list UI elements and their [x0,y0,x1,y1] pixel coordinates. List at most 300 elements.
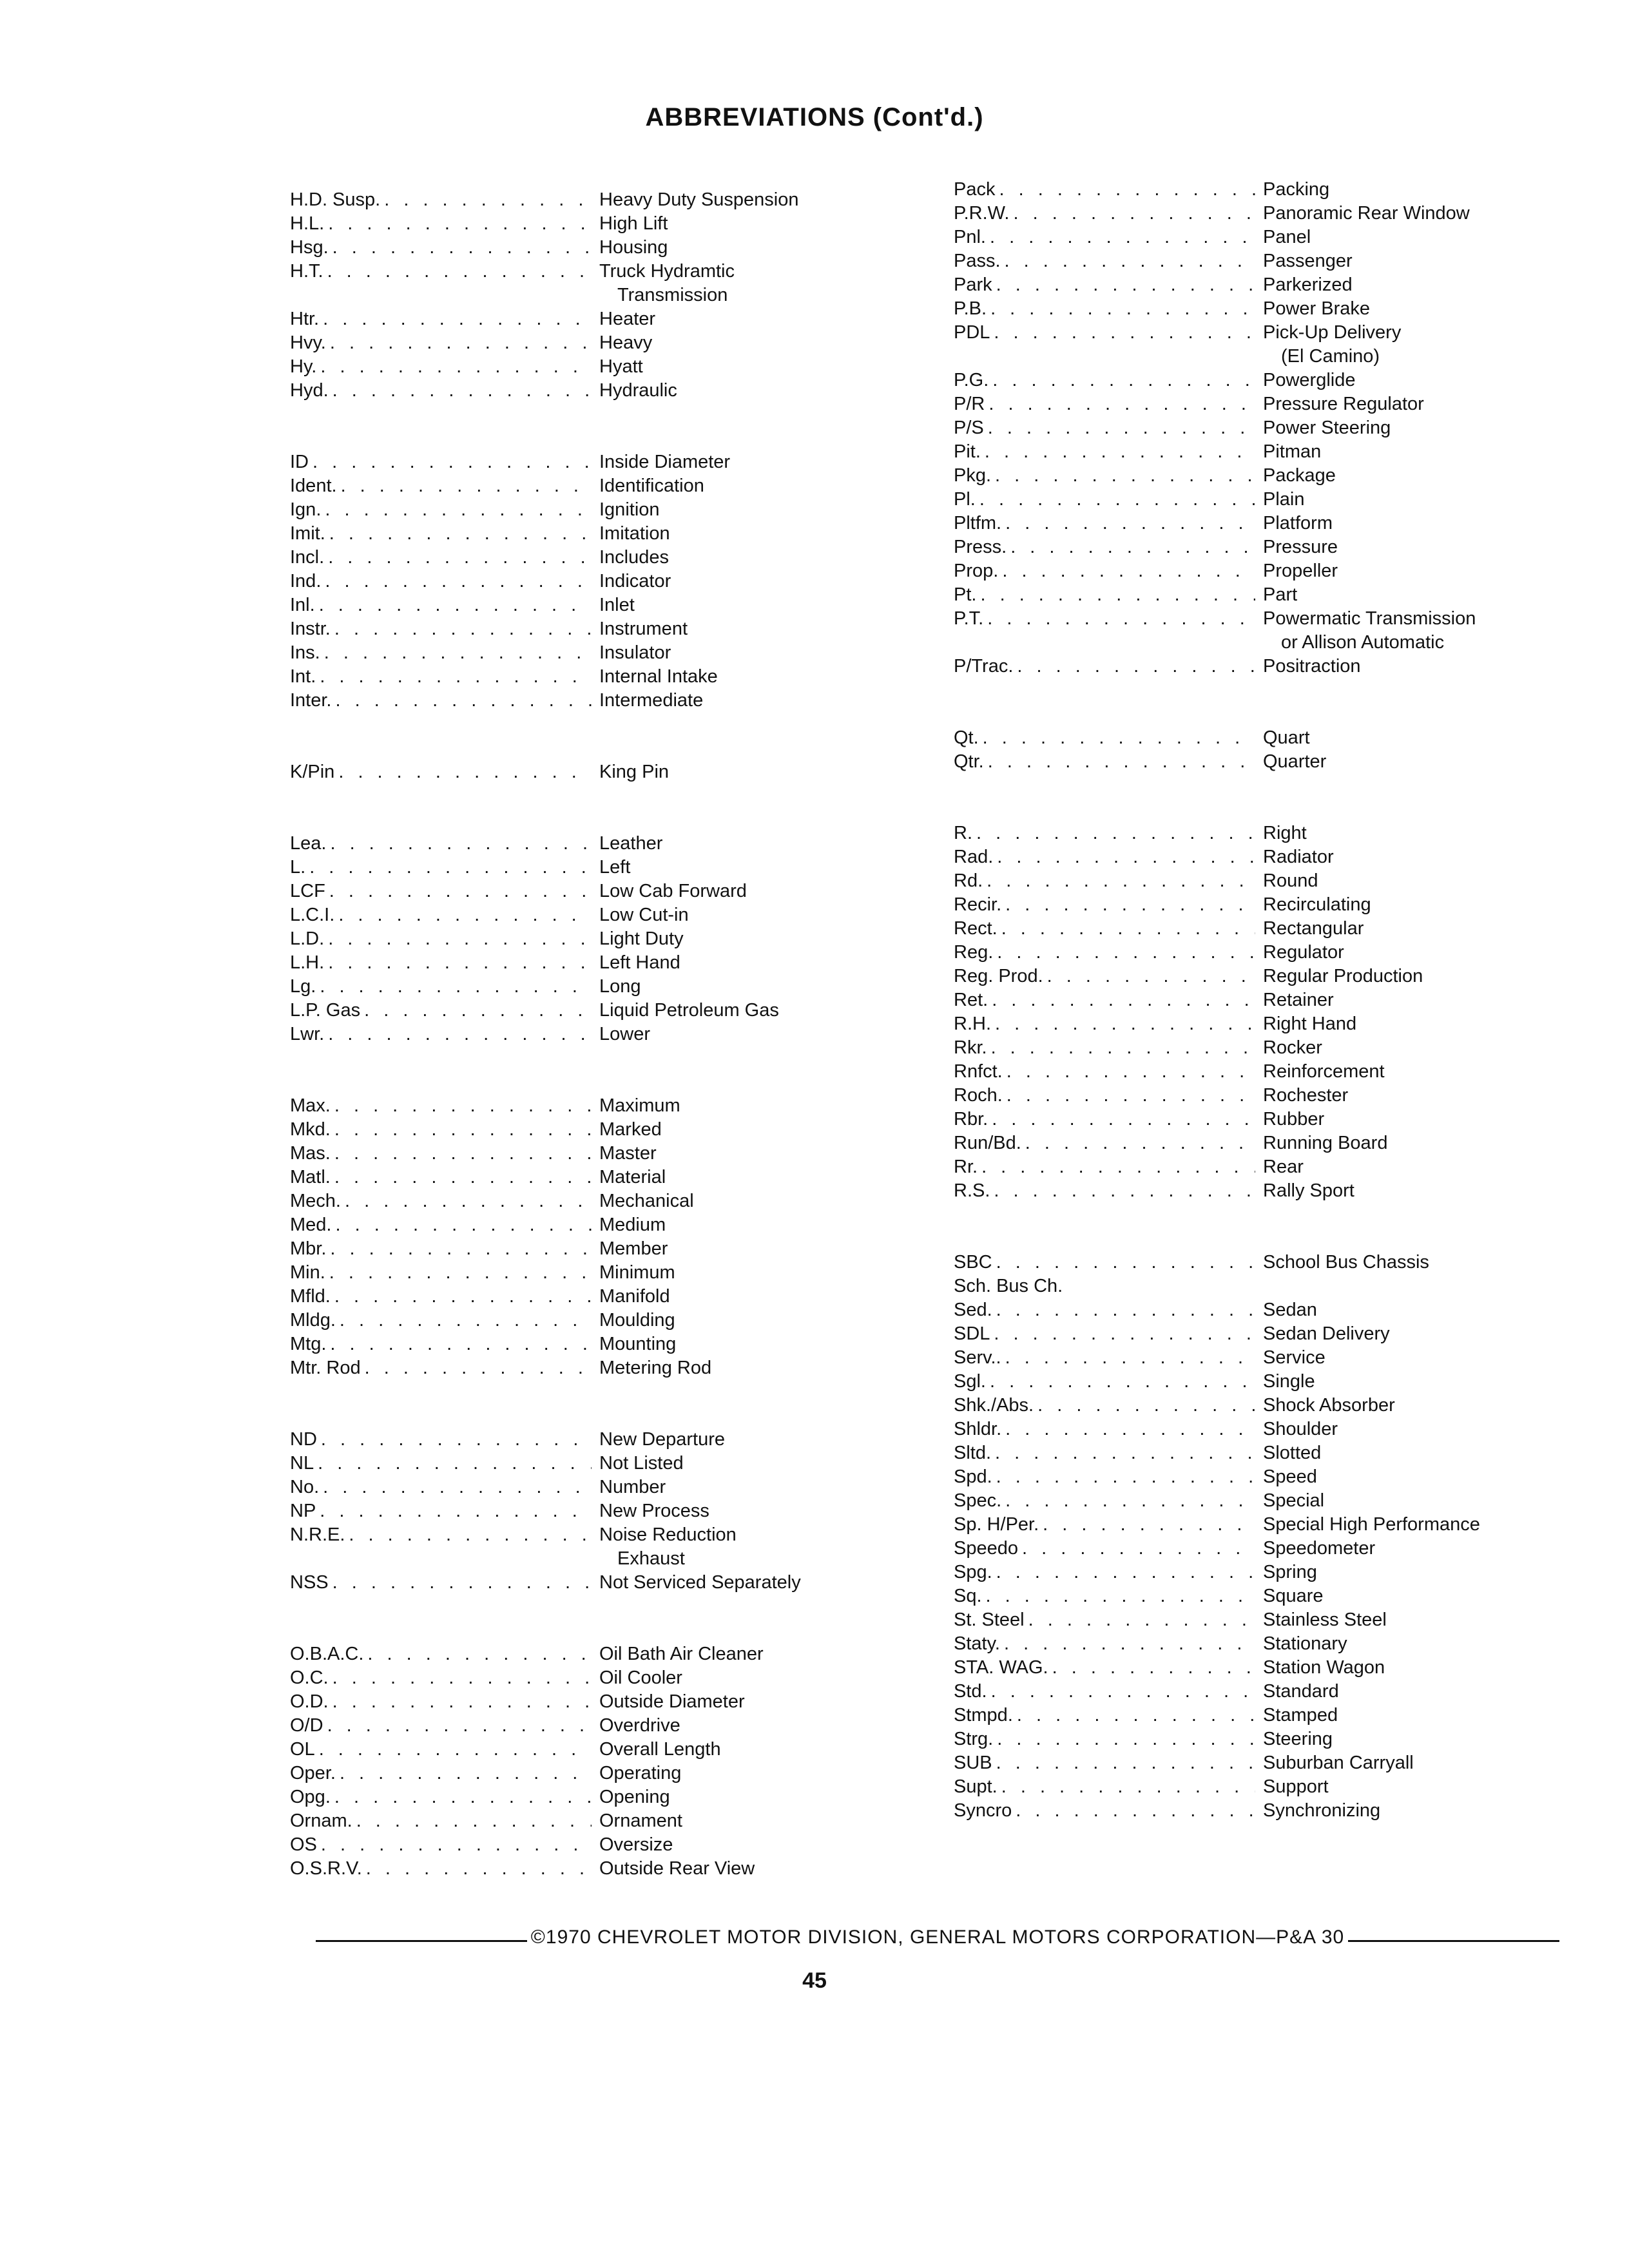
dot-leader [1001,1346,1255,1370]
abbreviation-meaning [592,1499,909,1523]
dot-leader [362,1857,592,1881]
meaning-line: Retainer [1263,990,1334,1010]
abbreviation-entry [290,927,909,951]
meaning-line: Opening [599,1787,670,1807]
meaning-line: Overall Length [599,1739,721,1760]
meaning-line: Power Brake [1263,298,1371,319]
abbreviation-text: P/Trac. [954,656,1014,677]
abbreviation-term [290,1833,592,1857]
abbreviation-group [290,1428,909,1595]
meaning-line: Ornament [599,1811,682,1831]
abbreviation-term [954,988,1255,1012]
meaning-line: Imitation [599,523,670,544]
abbreviation-meaning [592,760,909,784]
dot-leader [1001,249,1255,273]
abbreviation-term [290,689,592,713]
abbreviation-text: P.G. [954,370,989,390]
abbreviation-text: Prop. [954,561,999,581]
abbreviation-meaning [592,212,909,236]
meaning-line: High Lift [599,213,668,234]
abbreviation-meaning [592,1309,909,1332]
abbreviation-meaning [592,1094,909,1118]
meaning-line: Shoulder [1263,1419,1338,1439]
abbreviation-meaning [1255,1155,1572,1179]
meaning-line: Shock Absorber [1263,1395,1395,1416]
meaning-line: Low Cab Forward [599,881,747,901]
abbreviation-meaning [592,331,909,355]
abbreviation-meaning [1255,1298,1572,1322]
abbreviation-entry [954,655,1572,678]
meaning-line: Internal Intake [599,666,718,687]
meaning-line: Master [599,1143,657,1164]
abbreviation-meaning [592,927,909,951]
meaning-line: Pitman [1263,441,1322,462]
abbreviation-entry [290,1452,909,1475]
abbreviation-meaning [592,999,909,1023]
abbreviation-meaning [1255,297,1572,321]
dot-leader [1010,202,1256,226]
abbreviation-term [290,1213,592,1237]
meaning-line: Inside Diameter [599,452,731,472]
dot-leader [329,236,592,260]
abbreviation-entry [954,1274,1572,1298]
dot-leader [993,845,1255,869]
abbreviation-text: LCF [290,881,325,901]
abbreviation-meaning [1255,226,1572,249]
abbreviation-text: Int. [290,666,316,687]
abbreviation-entry [290,1666,909,1690]
abbreviation-text: Ornam. [290,1811,352,1831]
dot-leader [992,1561,1255,1584]
abbreviation-term [954,1370,1255,1394]
dot-leader [1001,893,1255,917]
abbreviation-entry [290,1213,909,1237]
abbreviation-entry [290,975,909,999]
abbreviation-entry [290,1237,909,1261]
abbreviation-text: Pt. [954,584,977,605]
abbreviation-entry [290,522,909,546]
abbreviation-meaning [592,522,909,546]
abbreviation-term [954,1561,1255,1584]
abbreviation-meaning [592,1166,909,1189]
abbreviation-term [954,893,1255,917]
abbreviation-text: Sq. [954,1586,982,1606]
abbreviation-text: Rbr. [954,1109,988,1129]
dot-leader [1025,1608,1255,1632]
dot-leader [972,822,1255,845]
abbreviation-text: K/Pin [290,762,335,782]
dot-leader [978,1155,1255,1179]
meaning-line: Rally Sport [1263,1180,1354,1201]
meaning-line: Quart [1263,727,1310,748]
abbreviation-term [290,1571,592,1595]
abbreviation-meaning [1255,1179,1572,1203]
abbreviation-entry [954,726,1572,750]
dot-leader [319,307,592,331]
meaning-line: Positraction [1263,656,1361,677]
abbreviation-term [954,726,1255,750]
footer [316,1927,1559,1948]
abbreviation-text: Rd. [954,870,983,891]
abbreviation-meaning [592,355,909,379]
meaning-line: Ignition [599,499,660,520]
dot-leader [982,1584,1255,1608]
abbreviation-meaning [592,450,909,474]
dot-leader [987,1036,1255,1060]
dot-leader [1048,1656,1255,1680]
abbreviation-entry [954,464,1572,488]
abbreviation-entry [954,512,1572,535]
abbreviation-term [954,583,1255,607]
abbreviation-text: O/D [290,1715,323,1736]
abbreviation-entry [290,760,909,784]
abbreviation-meaning [592,1785,909,1809]
dot-leader [986,226,1255,249]
meaning-line: Leather [599,833,663,854]
abbreviation-term [290,641,592,665]
meaning-line: Single [1263,1371,1315,1392]
dot-leader [992,1298,1255,1322]
abbreviation-entry [290,236,909,260]
abbreviation-term [290,1809,592,1833]
abbreviation-meaning [1255,488,1572,512]
meaning-line: Powermatic Transmission [1263,608,1476,629]
dot-leader [314,1452,592,1475]
abbreviation-entry [954,1322,1572,1346]
abbreviation-meaning [592,1642,909,1666]
abbreviation-meaning [1255,369,1572,392]
abbreviation-entry [954,845,1572,869]
abbreviation-entry [954,1179,1572,1203]
abbreviation-term [954,1537,1255,1561]
abbreviation-text: Recir. [954,894,1002,915]
meaning-line: Low Cut-in [599,905,689,925]
abbreviation-meaning [1255,1704,1572,1727]
abbreviation-meaning [1255,941,1572,965]
abbreviation-entry [954,1561,1572,1584]
abbreviation-entry [954,893,1572,917]
abbreviation-text: Instr. [290,619,331,639]
abbreviation-text: Shldr. [954,1419,1002,1439]
dot-leader [998,559,1255,583]
abbreviation-meaning [1255,1489,1572,1513]
abbreviation-term [954,1704,1255,1727]
abbreviation-meaning [1255,1727,1572,1751]
abbreviation-term [290,1309,592,1332]
dot-leader [324,212,592,236]
abbreviation-group [954,178,1572,678]
abbreviation-meaning [592,307,909,331]
dot-leader [326,1237,592,1261]
meaning-line: Spring [1263,1562,1317,1582]
meaning-line: Sedan Delivery [1263,1323,1390,1344]
dot-leader [991,1441,1255,1465]
abbreviation-text: Run/Bd. [954,1133,1021,1153]
abbreviation-entry [290,1785,909,1809]
abbreviation-text: SBC [954,1252,992,1273]
dot-leader [992,1251,1255,1274]
abbreviation-term [954,845,1255,869]
abbreviation-text: Sed. [954,1300,992,1320]
abbreviation-group [290,188,909,403]
abbreviation-term [954,1775,1255,1799]
abbreviation-term [290,1118,592,1142]
abbreviation-meaning [592,689,909,713]
abbreviation-text: R.H. [954,1014,991,1034]
abbreviation-entry [954,369,1572,392]
meaning-line: Hyatt [599,356,643,377]
abbreviation-term [290,760,592,784]
abbreviation-term [954,1656,1255,1680]
dot-leader [1003,1060,1255,1084]
abbreviation-text: Hy. [290,356,317,377]
abbreviation-entry [954,249,1572,273]
abbreviation-meaning [592,379,909,403]
dot-leader [985,392,1255,416]
abbreviation-term [954,440,1255,464]
meaning-line: Mechanical [599,1191,694,1211]
abbreviation-meaning [592,546,909,570]
meaning-line: Inlet [599,595,635,615]
meaning-line: Minimum [599,1262,675,1283]
abbreviation-entry [290,1142,909,1166]
abbreviation-meaning [1255,249,1572,273]
abbreviation-text: Strg. [954,1729,994,1749]
abbreviation-term [954,512,1255,535]
abbreviation-entry [954,488,1572,512]
abbreviation-meaning [592,188,909,212]
abbreviation-entry [954,321,1572,369]
dot-leader [993,1727,1255,1751]
dot-leader [360,999,592,1023]
abbreviation-term [954,1727,1255,1751]
abbreviation-text: Lea. [290,833,327,854]
abbreviation-entry [954,178,1572,202]
dot-leader [326,1332,592,1356]
abbreviation-meaning [592,570,909,593]
abbreviation-text: Inl. [290,595,315,615]
abbreviation-term [954,559,1255,583]
dot-leader [331,1118,592,1142]
abbreviation-meaning [592,1833,909,1857]
meaning-line: Left [599,857,631,878]
abbreviation-entry [290,188,909,212]
abbreviation-text: H.D. Susp. [290,189,381,210]
abbreviation-text: OS [290,1834,317,1855]
abbreviation-term [954,655,1255,678]
abbreviation-term [954,1155,1255,1179]
meaning-line: Support [1263,1776,1329,1797]
meaning-line: Liquid Petroleum Gas [599,1000,779,1021]
abbreviation-meaning [592,951,909,975]
abbreviation-term [290,1738,592,1762]
abbreviation-term [290,879,592,903]
abbreviation-term [290,1023,592,1046]
dot-leader [992,273,1255,297]
abbreviation-text: O.D. [290,1691,329,1712]
abbreviation-text: P.T. [954,608,984,629]
meaning-line: New Process [599,1501,709,1521]
abbreviation-text: Lg. [290,976,316,997]
abbreviation-meaning [592,1666,909,1690]
meaning-line: (El Camino) [1281,346,1380,367]
abbreviation-entry [954,822,1572,845]
abbreviation-meaning [592,1523,909,1571]
abbreviation-text: Spg. [954,1562,992,1582]
abbreviation-text: Park [954,274,992,295]
abbreviation-entry [290,1523,909,1571]
abbreviation-meaning [1255,845,1572,869]
abbreviation-meaning [1255,1012,1572,1036]
abbreviation-entry [290,498,909,522]
meaning-line: Identification [599,476,704,496]
abbreviation-meaning [1255,869,1572,893]
abbreviation-text: Spec. [954,1490,1002,1511]
abbreviation-entry [290,1690,909,1714]
abbreviation-entry [290,570,909,593]
abbreviation-term [954,321,1255,345]
meaning-line: Medium [599,1215,666,1235]
abbreviation-meaning [592,617,909,641]
abbreviation-text: Matl. [290,1167,331,1187]
abbreviation-entry [954,583,1572,607]
dot-leader [331,1785,592,1809]
abbreviation-group [290,760,909,784]
abbreviation-text: ND [290,1429,317,1450]
abbreviation-meaning [1255,750,1572,774]
abbreviation-term [954,1108,1255,1131]
right-column [954,178,1572,1870]
meaning-line: Noise Reduction [599,1524,737,1545]
dot-leader [331,617,592,641]
dot-leader [317,1428,592,1452]
dot-leader [1001,1418,1255,1441]
abbreviation-entry [954,1799,1572,1823]
abbreviation-text: NL [290,1453,314,1474]
abbreviation-term [290,1714,592,1738]
meaning-line: Power Steering [1263,418,1391,438]
abbreviation-entry [954,416,1572,440]
abbreviation-entry [290,1094,909,1118]
abbreviation-text: L.C.I. [290,905,335,925]
abbreviation-text: Sltd. [954,1443,992,1463]
abbreviation-meaning [592,1023,909,1046]
abbreviation-entry [290,593,909,617]
dot-leader [990,1322,1255,1346]
dot-leader [992,1751,1255,1775]
abbreviation-text: Pack [954,179,996,200]
abbreviation-entry [290,450,909,474]
dot-leader [319,1475,592,1499]
meaning-line: Long [599,976,641,997]
abbreviation-term [954,249,1255,273]
meaning-line: Slotted [1263,1443,1322,1463]
dot-leader [988,988,1255,1012]
meaning-line: Platform [1263,513,1333,533]
abbreviation-entry [290,1762,909,1785]
abbreviation-term [290,188,592,212]
abbreviation-entry [290,331,909,355]
abbreviation-text: Qt. [954,727,979,748]
abbreviation-text: Pit. [954,441,981,462]
abbreviation-group [290,832,909,1046]
abbreviation-text: Mech. [290,1191,341,1211]
abbreviation-meaning [1255,1346,1572,1370]
abbreviation-meaning [592,1714,909,1738]
dot-leader [1007,535,1255,559]
meaning-line: Housing [599,237,668,258]
abbreviation-meaning [1255,1680,1572,1704]
abbreviation-meaning [1255,1322,1572,1346]
meaning-line: Outside Rear View [599,1858,755,1879]
abbreviation-term [290,355,592,379]
abbreviation-entry [954,1537,1572,1561]
abbreviation-term [954,1418,1255,1441]
abbreviation-text: Hyd. [290,380,329,401]
abbreviation-meaning [592,975,909,999]
abbreviation-meaning [592,1356,909,1380]
abbreviation-meaning [592,1690,909,1714]
dot-leader [1013,655,1255,678]
abbreviation-meaning [592,260,909,307]
abbreviation-meaning [1255,202,1572,226]
dot-leader [987,297,1255,321]
dot-leader [998,917,1255,941]
abbreviation-meaning [592,832,909,856]
abbreviation-meaning [1255,1775,1572,1799]
abbreviation-term [290,1356,592,1380]
meaning-line: Moulding [599,1310,675,1331]
abbreviation-text: Incl. [290,547,325,568]
dot-leader [321,498,592,522]
abbreviation-text: Sgl. [954,1371,986,1392]
abbreviation-meaning [592,1332,909,1356]
abbreviation-term [290,260,592,284]
meaning-line: Lower [599,1024,650,1044]
meaning-line: School Bus Chassis [1263,1252,1429,1273]
abbreviation-text: Pl. [954,489,976,510]
abbreviation-term [290,665,592,689]
meaning-line: Heavy [599,332,653,353]
dot-leader [329,1690,592,1714]
dot-leader [1001,1489,1255,1513]
abbreviation-meaning [1255,1561,1572,1584]
abbreviation-meaning [1255,559,1572,583]
abbreviation-entry [954,1370,1572,1394]
footer-rule-left [316,1940,527,1942]
abbreviation-text: Pnl. [954,227,986,247]
abbreviation-text: Mldg. [290,1310,336,1331]
abbreviation-meaning [592,879,909,903]
abbreviation-entry [290,212,909,236]
meaning-line: Panel [1263,227,1311,247]
abbreviation-text: Mfld. [290,1286,331,1307]
abbreviation-entry [954,1131,1572,1155]
abbreviation-meaning [1255,1036,1572,1060]
abbreviation-text: Sch. Bus Ch. [954,1276,1063,1296]
abbreviation-meaning [1255,1060,1572,1084]
abbreviation-entry [290,355,909,379]
abbreviation-entry [954,559,1572,583]
abbreviation-entry [954,1251,1572,1274]
abbreviation-entry [290,1309,909,1332]
abbreviation-term [290,236,592,260]
abbreviation-entry [290,1857,909,1881]
dot-leader [1001,512,1255,535]
abbreviation-text: Mkd. [290,1119,331,1140]
abbreviation-meaning [592,1762,909,1785]
abbreviation-entry [290,641,909,665]
